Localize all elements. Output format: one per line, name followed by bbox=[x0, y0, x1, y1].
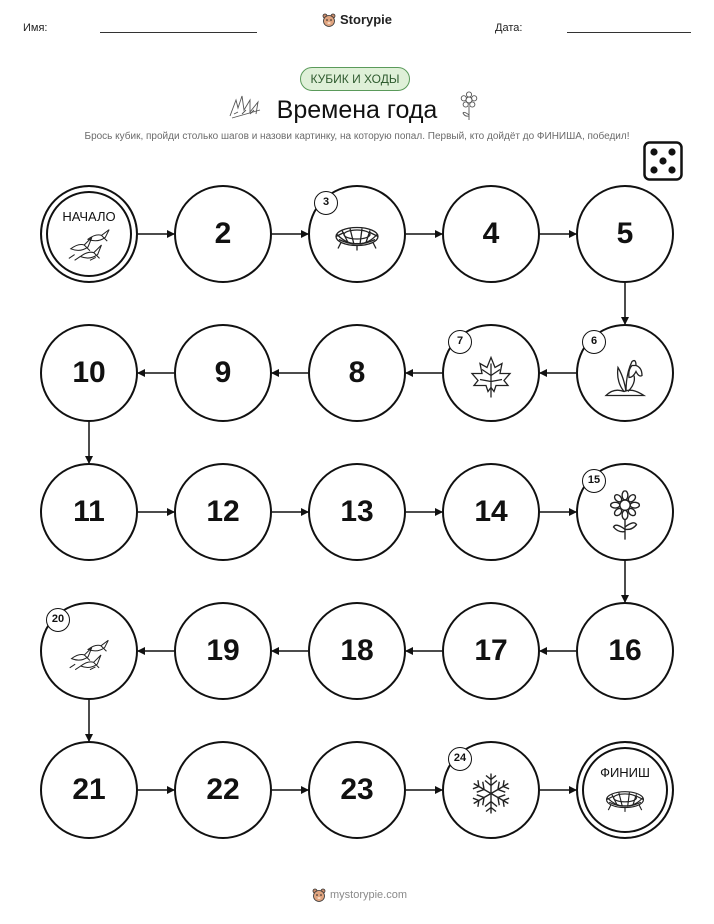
board-space-19 bbox=[174, 602, 272, 700]
name-label: Имя: bbox=[23, 22, 48, 34]
picture-space-15 bbox=[576, 463, 674, 561]
geese-icon bbox=[65, 228, 113, 267]
nest-icon bbox=[332, 222, 382, 257]
start-space bbox=[40, 185, 138, 283]
snowflake-icon bbox=[468, 770, 514, 821]
finish-label: ФИНИШ bbox=[600, 765, 650, 780]
space-number: 12 bbox=[206, 495, 240, 528]
footer bbox=[312, 888, 407, 902]
storypie-bear-icon bbox=[312, 888, 326, 902]
picture-space-7 bbox=[442, 324, 540, 422]
footer-url[interactable]: mystorypie.com bbox=[330, 889, 408, 901]
space-number: 5 bbox=[616, 217, 634, 250]
space-number-badge: 3 bbox=[314, 191, 338, 215]
board-space-22 bbox=[174, 741, 272, 839]
space-number: 17 bbox=[474, 634, 508, 667]
nest-icon bbox=[603, 787, 647, 818]
instructions: Брось кубик, пройди столько шагов и назови картинку, на которую попал. Первый, кто дойдёт до ФИНИША, победил! bbox=[84, 131, 630, 142]
picture-space-3 bbox=[308, 185, 406, 283]
space-number: 23 bbox=[340, 773, 374, 806]
space-number-badge: 20 bbox=[46, 608, 70, 632]
space-number: 2 bbox=[214, 217, 232, 250]
board-space-9 bbox=[174, 324, 272, 422]
space-number-badge: 24 bbox=[448, 747, 472, 771]
space-number: 21 bbox=[72, 773, 106, 806]
space-number: 22 bbox=[206, 773, 240, 806]
date-label: Дата: bbox=[495, 22, 523, 34]
board-space-23 bbox=[308, 741, 406, 839]
board-space-10 bbox=[40, 324, 138, 422]
board-space-2 bbox=[174, 185, 272, 283]
board-space-14 bbox=[442, 463, 540, 561]
board-space-8 bbox=[308, 324, 406, 422]
space-number: 11 bbox=[73, 495, 105, 528]
board-space-16 bbox=[576, 602, 674, 700]
start-label: НАЧАЛО bbox=[62, 209, 116, 224]
sunflower-icon bbox=[602, 490, 648, 546]
space-number-badge: 15 bbox=[582, 469, 606, 493]
space-number: 4 bbox=[482, 217, 500, 250]
board-space-5 bbox=[576, 185, 674, 283]
space-number: 16 bbox=[608, 634, 642, 667]
space-number-badge: 6 bbox=[582, 330, 606, 354]
space-number: 19 bbox=[206, 634, 240, 667]
space-number-badge: 7 bbox=[448, 330, 472, 354]
board-space-13 bbox=[308, 463, 406, 561]
picture-space-24 bbox=[442, 741, 540, 839]
board-space-11 bbox=[40, 463, 138, 561]
space-number: 14 bbox=[474, 495, 508, 528]
brand-name: Storypie bbox=[340, 12, 393, 27]
category-pill: КУБИК И ХОДЫ bbox=[300, 67, 410, 91]
snowdrop-icon bbox=[602, 353, 648, 404]
space-number: 8 bbox=[348, 356, 366, 389]
picture-space-6 bbox=[576, 324, 674, 422]
space-number: 10 bbox=[72, 356, 106, 389]
space-number: 18 bbox=[340, 634, 374, 667]
board-space-21 bbox=[40, 741, 138, 839]
space-number: 13 bbox=[340, 495, 374, 528]
picture-space-20 bbox=[40, 602, 138, 700]
page-title: Времена года bbox=[276, 96, 438, 124]
geese-icon bbox=[66, 638, 112, 675]
finish-space bbox=[576, 741, 674, 839]
board-space-12 bbox=[174, 463, 272, 561]
board-space-4 bbox=[442, 185, 540, 283]
board-space-17 bbox=[442, 602, 540, 700]
board-space-18 bbox=[308, 602, 406, 700]
space-number: 9 bbox=[214, 356, 232, 389]
maple-leaf-icon bbox=[468, 353, 514, 404]
